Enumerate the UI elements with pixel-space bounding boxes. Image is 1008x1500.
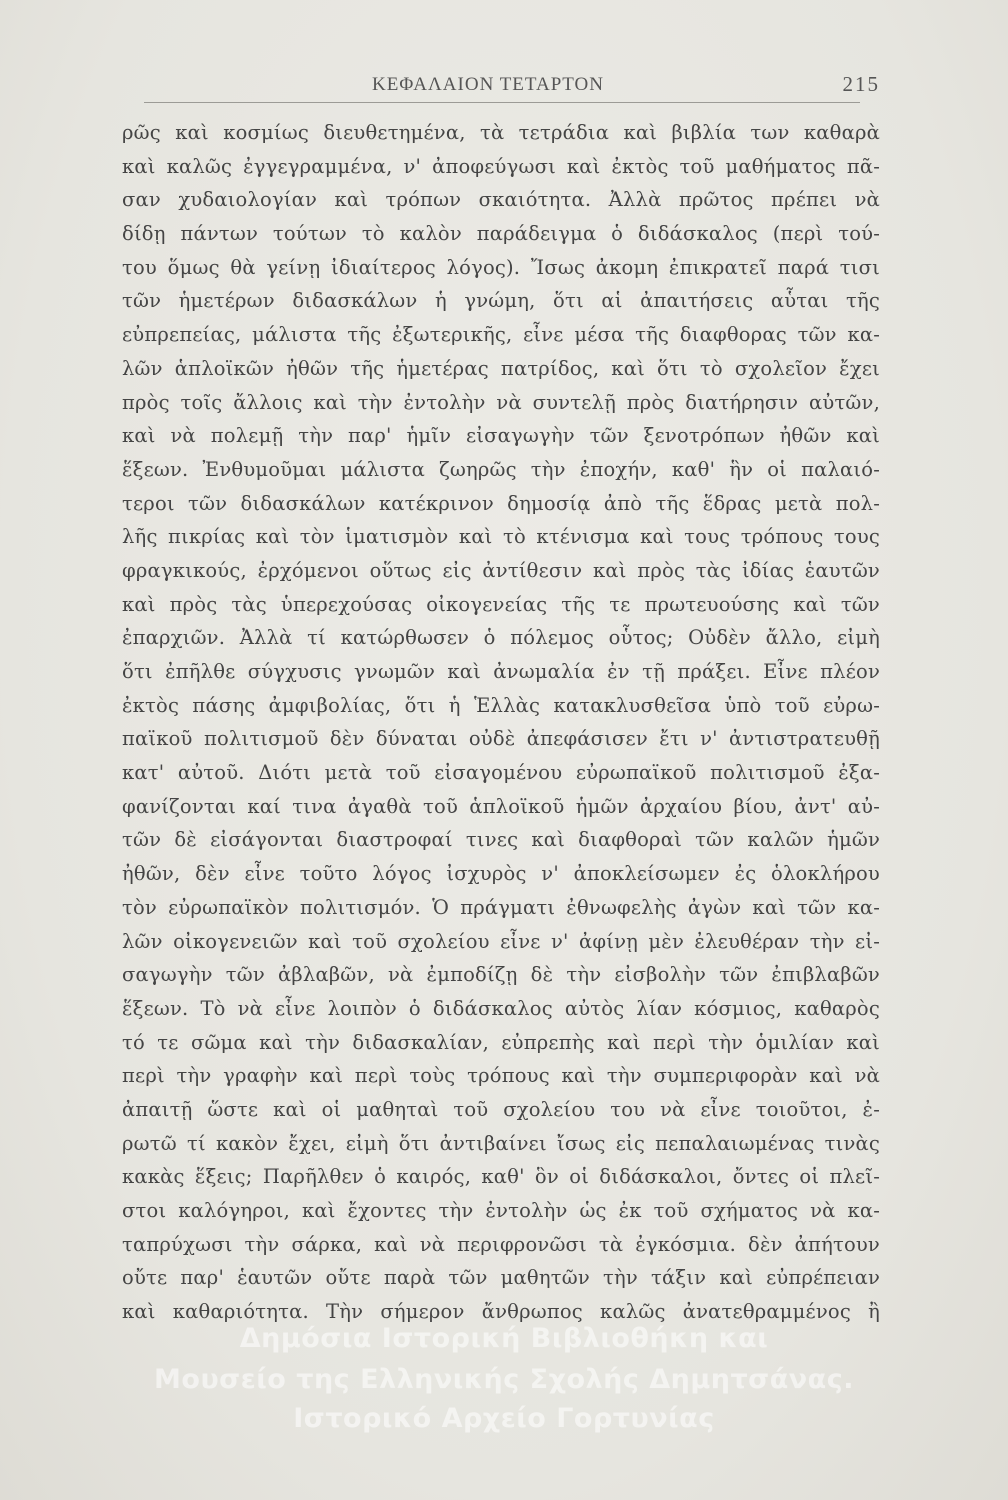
text-line: ἐπαρχιῶν. Ἀλλὰ τί κατώρθωσεν ὁ πόλεμος οὗτος; Οὐδὲν ἄλλο, εἰμὴ <box>122 626 880 650</box>
text-line: τό τε σῶμα καὶ τὴν διδασκαλίαν, εὐπρεπὴς καὶ περὶ τὴν ὁμιλίαν καὶ <box>122 1030 880 1054</box>
text-line: ἐκτὸς πάσης ἀμφιβολίας, ὅτι ἡ Ἑλλὰς κατακλυσθεῖσα ὑπὸ τοῦ εὐρω- <box>122 693 880 717</box>
text-line: ἀπαιτῇ ὥστε καὶ οἱ μαθηταὶ τοῦ σχολείου του νὰ εἶνε τοιοῦτοι, ἐ- <box>122 1097 880 1121</box>
text-line: εὐπρεπείας, μάλιστα τῆς ἐξωτερικῆς, εἶνε μέσα τῆς διαφθορας τῶν κα- <box>122 323 880 347</box>
text-line: ὅτι ἐπῆλθε σύγχυσις γνωμῶν καὶ ἀνωμαλία ἐν τῇ πράξει. Εἶνε πλέον <box>122 660 880 683</box>
text-line: καὶ καθαριότητα. Τὴν σήμερον ἄνθρωπος καλῶς ἀνατεθραμμένος ἢ <box>122 1300 880 1324</box>
text-line: παϊκοῦ πολιτισμοῦ δὲν δύναται οὐδὲ ἀπεφάσισεν ἔτι ν' ἀντιστρατευθῇ <box>122 727 880 751</box>
text-line: λῶν οἰκογενειῶν καὶ τοῦ σχολείου εἶνε ν' ἀφίνῃ μὲν ἐλευθέραν τὴν εἰ- <box>122 929 880 953</box>
text-line: ἕξεων. Τὸ νὰ εἶνε λοιπὸν ὁ διδάσκαλος αὐτὸς λίαν κόσμιος, καθαρὸς <box>122 996 880 1020</box>
page-header <box>120 66 880 106</box>
watermark-line-3: Ιστορικό Αρχείο Γορτυνίας <box>293 1403 715 1434</box>
text-line: δίδῃ πάντων τούτων τὸ καλὸν παράδειγμα ὁ διδάσκαλος (περὶ τού- <box>122 222 880 246</box>
text-line: φανίζονται καί τινα ἀγαθὰ τοῦ ἁπλοϊκοῦ ἡμῶν ἀρχαίου βίου, ἀντ' αὐ- <box>122 794 880 818</box>
text-line: ρωτῶ τί κακὸν ἔχει, εἰμὴ ὅτι ἀντιβαίνει ἴσως εἰς πεπαλαιωμένας τινὰς <box>122 1131 880 1155</box>
text-line: σαν χυδαιολογίαν καὶ τρόπων σκαιότητα. Ἀλλὰ πρῶτος πρέπει νὰ <box>122 188 880 212</box>
text-line: τῶν δὲ εἰσάγονται διαστροφαί τινες καὶ διαφθοραὶ τῶν καλῶν ἡμῶν <box>122 828 880 852</box>
text-line: τὸν εὐρωπαϊκὸν πολιτισμόν. Ὁ πράγματι ἐθνωφελὴς ἀγὼν καὶ τῶν κα- <box>122 895 880 919</box>
text-line: οὔτε παρ' ἑαυτῶν οὔτε παρὰ τῶν μαθητῶν τὴν τάξιν καὶ εὐπρέπειαν <box>122 1266 880 1290</box>
watermark-line-1: Δημόσια Ιστορική Βιβλιοθήκη και <box>239 1323 769 1354</box>
watermark-line-2: Μουσείο της Ελληνικής Σχολής Δημητσάνας. <box>154 1364 854 1395</box>
text-line: σαγωγὴν τῶν ἀβλαβῶν, νὰ ἐμποδίζῃ δὲ τὴν εἰσβολὴν τῶν ἐπιβλαβῶν <box>122 963 880 987</box>
text-line: του ὅμως θὰ γείνῃ ἰδιαίτερος λόγος). Ἴσως ἀκομη ἐπικρατεῖ παρά τισι <box>122 255 880 279</box>
text-line: κατ' αὐτοῦ. Διότι μετὰ τοῦ εἰσαγομένου εὐρωπαϊκοῦ πολιτισμοῦ ἐξα- <box>122 761 880 785</box>
text-line: τεροι τῶν διδασκάλων κατέκρινον δημοσίᾳ ἀπὸ τῆς ἕδρας μετὰ πολ- <box>122 491 880 515</box>
text-line: καὶ πρὸς τὰς ὑπερεχούσας οἰκογενείας τῆς τε πρωτευούσης καὶ τῶν <box>122 592 880 616</box>
text-line: κακὰς ἕξεις; Παρῆλθεν ὁ καιρός, καθ' ὃν οἱ διδάσκαλοι, ὄντες οἱ πλεῖ- <box>122 1165 880 1189</box>
page-number: 215 <box>842 72 880 96</box>
text-line: ταπρύχωσι τὴν σάρκα, καὶ νὰ περιφρονῶσι τὰ ἐγκόσμια. δὲν ἀπήτουν <box>122 1232 880 1256</box>
text-line: ἕξεων. Ἐνθυμοῦμαι μάλιστα ζωηρῶς τὴν ἐποχήν, καθ' ἣν οἱ παλαιό- <box>122 457 880 481</box>
body-text <box>122 116 880 1329</box>
text-line: τῶν ἡμετέρων διδασκάλων ἡ γνώμη, ὅτι αἱ ἀπαιτήσεις αὗται τῆς <box>122 289 880 313</box>
text-line: πρὸς τοῖς ἄλλοις καὶ τὴν ἐντολὴν νὰ συντελῇ πρὸς διατήρησιν αὐτῶν, <box>122 390 880 414</box>
text-line: καὶ νὰ πολεμῇ τὴν παρ' ἡμῖν εἰσαγωγὴν τῶν ξενοτρόπων ἠθῶν καὶ <box>122 424 880 448</box>
text-line: καὶ καλῶς ἐγγεγραμμένα, ν' ἀποφεύγωσι καὶ ἐκτὸς τοῦ μαθήματος πᾶ- <box>122 154 880 178</box>
header-rule <box>144 102 860 103</box>
text-line: ἠθῶν, δὲν εἶνε τοῦτο λόγος ἰσχυρὸς ν' ἀποκλείσωμεν ἐς ὁλοκλήρου <box>122 862 880 886</box>
text-line: περὶ τὴν γραφὴν καὶ περὶ τοὺς τρόπους καὶ τὴν συμπεριφορὰν καὶ νὰ <box>122 1064 880 1088</box>
text-line: λῶν ἁπλοϊκῶν ἠθῶν τῆς ἡμετέρας πατρίδος, καὶ ὅτι τὸ σχολεῖον ἔχει <box>122 356 880 380</box>
text-line: στοι καλόγηροι, καὶ ἔχοντες τὴν ἐντολὴν ὡς ἐκ τοῦ σχήματος νὰ κα- <box>122 1199 880 1222</box>
text-line: ρῶς καὶ κοσμίως διευθετημένα, τὰ τετράδια καὶ βιβλία των καθαρὰ <box>122 121 880 144</box>
text-line: λῆς πικρίας καὶ τὸν ἱματισμὸν καὶ τὸ κτένισμα καὶ τους τρόπους τους <box>122 525 880 549</box>
text-line: φραγκικούς, ἐρχόμενοι οὕτως εἰς ἀντίθεσιν καὶ πρὸς τὰς ἰδίας ἑαυτῶν <box>122 558 880 582</box>
running-title: ΚΕΦΑΛΑΙΟΝ ΤΕΤΑΡΤΟΝ <box>372 74 604 95</box>
